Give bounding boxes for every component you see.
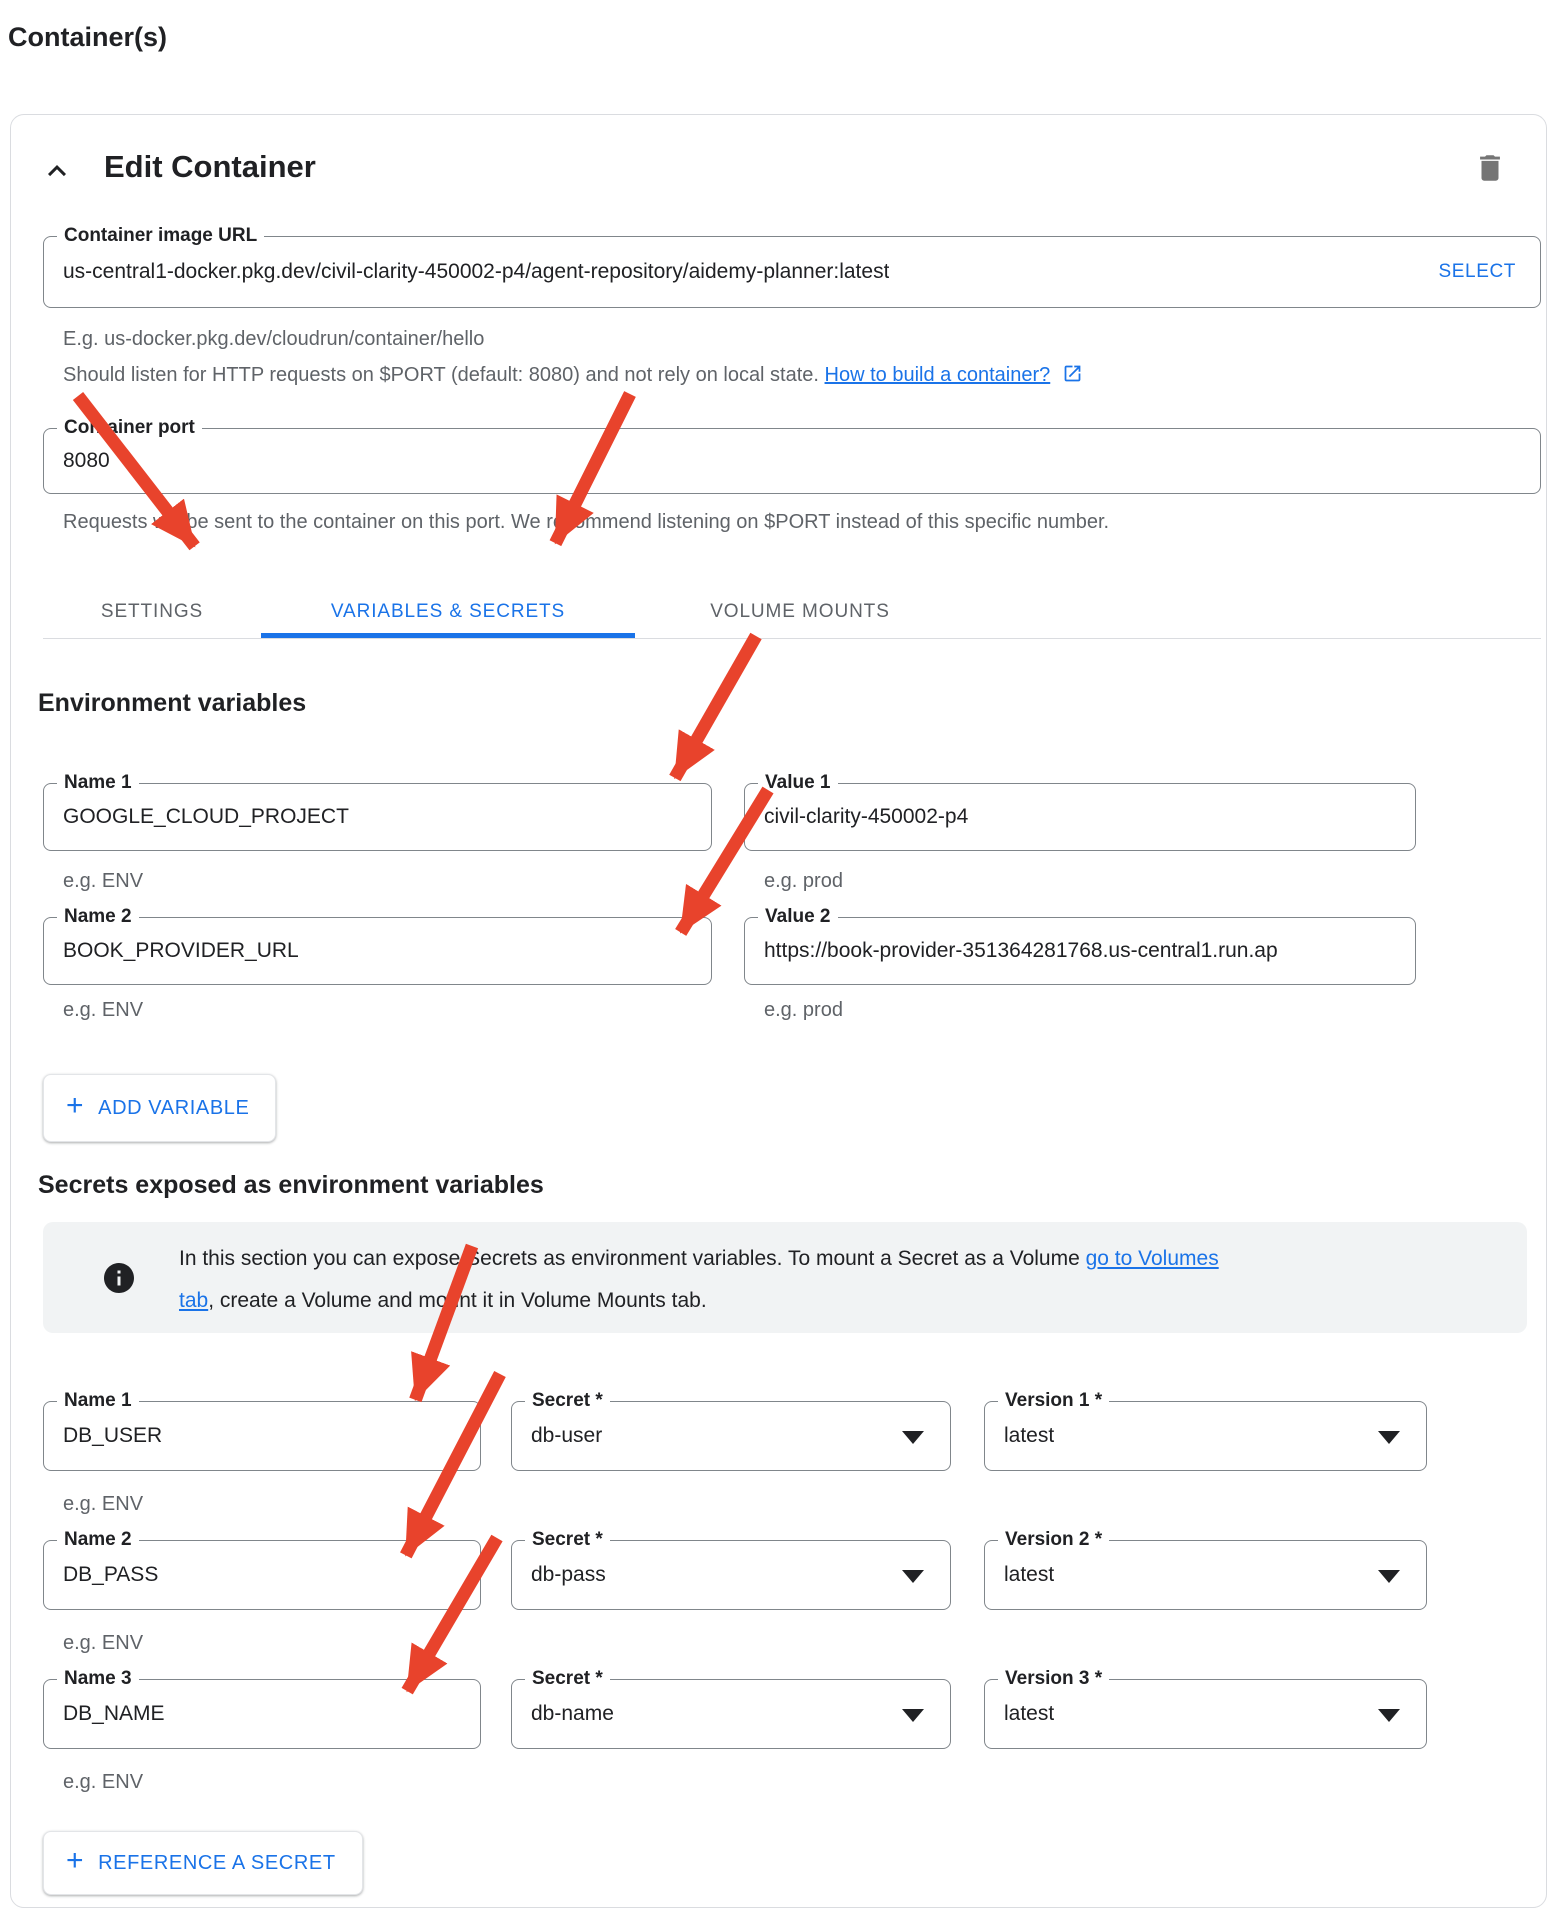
port-helper: Requests will be sent to the container on this port. We recommend listening on $PORT instead of this specific number.	[63, 511, 1110, 533]
secret-select-2-value[interactable]: db-pass	[531, 1563, 606, 1586]
secret-select-1-label: Secret *	[525, 1389, 610, 1413]
secret-name-3-helper: e.g. ENV	[63, 1771, 144, 1793]
env-value-1-field[interactable]	[744, 772, 1416, 851]
secret-select-2[interactable]	[511, 1529, 951, 1610]
collapse-chevron-icon[interactable]	[39, 153, 75, 189]
container-port-value[interactable]: 8080	[63, 449, 110, 472]
dropdown-arrow-icon	[1378, 1570, 1400, 1583]
secret-select-3-value[interactable]: db-name	[531, 1702, 614, 1725]
secret-name-2-label: Name 2	[57, 1528, 139, 1552]
reference-a-secret-button[interactable]	[43, 1831, 363, 1895]
secret-name-1-label: Name 1	[57, 1389, 139, 1413]
secret-name-1-helper: e.g. ENV	[63, 1493, 144, 1515]
env-value-1-helper: e.g. prod	[764, 870, 843, 892]
tab-settings[interactable]: SETTINGS	[100, 600, 204, 622]
env-value-1-value[interactable]: civil-clarity-450002-p4	[764, 805, 969, 828]
env-name-1-helper: e.g. ENV	[63, 870, 144, 892]
version-select-2-value[interactable]: latest	[1004, 1563, 1055, 1586]
secrets-heading: Secrets exposed as environment variables	[38, 1171, 544, 1199]
external-link-icon	[1062, 363, 1083, 384]
go-to-volumes-link-tab[interactable]: tab	[179, 1289, 209, 1312]
env-name-2-label: Name 2	[57, 905, 139, 929]
add-variable-label: ADD VARIABLE	[98, 1096, 250, 1119]
env-name-2-field[interactable]	[43, 906, 712, 985]
env-name-1-field[interactable]	[43, 772, 712, 851]
version-select-2[interactable]	[984, 1529, 1427, 1610]
secret-name-2-value[interactable]: DB_PASS	[63, 1563, 159, 1586]
page-title: Container(s)	[8, 22, 168, 52]
delete-container-icon[interactable]	[1473, 149, 1509, 189]
edit-container-panel	[10, 114, 1547, 1908]
image-url-example-helper: E.g. us-docker.pkg.dev/cloudrun/container/hello	[63, 328, 485, 350]
container-tabs	[43, 585, 965, 638]
secret-select-1[interactable]	[511, 1390, 951, 1471]
secret-select-1-value[interactable]: db-user	[531, 1424, 603, 1447]
banner-text	[179, 1238, 1219, 1322]
env-value-2-helper: e.g. prod	[764, 999, 843, 1021]
secret-name-3-label: Name 3	[57, 1667, 139, 1691]
how-to-build-link[interactable]: How to build a container?	[824, 364, 1051, 386]
image-url-port-helper	[63, 357, 1083, 393]
plus-icon: +	[66, 1844, 85, 1877]
container-image-url-label: Container image URL	[57, 224, 264, 248]
version-select-1-label: Version 1 *	[998, 1389, 1109, 1413]
env-value-2-label: Value 2	[758, 905, 838, 929]
env-name-2-value[interactable]: BOOK_PROVIDER_URL	[63, 939, 299, 962]
reference-a-secret-label: REFERENCE A SECRET	[98, 1851, 336, 1874]
container-image-url-value[interactable]: us-central1-docker.pkg.dev/civil-clarity-450002-p4/agent-repository/aidemy-planner:latest	[63, 260, 890, 283]
tabs-divider	[43, 638, 1541, 639]
env-value-2-field[interactable]	[744, 906, 1416, 985]
container-port-label: Container port	[57, 416, 202, 440]
env-name-1-label: Name 1	[57, 771, 139, 795]
secret-select-3[interactable]	[511, 1668, 951, 1749]
secret-name-3-value[interactable]: DB_NAME	[63, 1702, 165, 1725]
secret-name-2-helper: e.g. ENV	[63, 1632, 144, 1654]
helper-text: Should listen for HTTP requests on $PORT (default: 8080) and not rely on local state.	[63, 364, 825, 386]
dropdown-arrow-icon	[902, 1709, 924, 1722]
env-variables-heading: Environment variables	[38, 689, 307, 717]
version-select-2-label: Version 2 *	[998, 1528, 1109, 1552]
env-name-2-helper: e.g. ENV	[63, 999, 144, 1021]
dropdown-arrow-icon	[1378, 1709, 1400, 1722]
banner-text-2: , create a Volume and mount it in Volume Mounts tab.	[208, 1289, 707, 1312]
version-select-3[interactable]	[984, 1668, 1427, 1749]
env-value-2-value[interactable]: https://book-provider-351364281768.us-central1.run.ap	[764, 939, 1278, 962]
add-variable-button[interactable]	[43, 1074, 276, 1142]
secret-name-1-value[interactable]: DB_USER	[63, 1424, 163, 1447]
secrets-info-banner	[43, 1222, 1527, 1333]
banner-text-1: In this section you can expose Secrets as environment variables. To mount a Secret as a Volume	[179, 1247, 1086, 1270]
version-select-1[interactable]	[984, 1390, 1427, 1471]
go-to-volumes-link[interactable]: go to Volumes	[1085, 1247, 1219, 1270]
select-image-button[interactable]: SELECT	[1438, 261, 1516, 282]
panel-title: Edit Container	[104, 149, 316, 184]
version-select-3-label: Version 3 *	[998, 1667, 1109, 1691]
container-port-field[interactable]	[43, 417, 1541, 494]
dropdown-arrow-icon	[902, 1570, 924, 1583]
secret-select-3-label: Secret *	[525, 1667, 610, 1691]
version-select-1-value[interactable]: latest	[1004, 1424, 1055, 1447]
dropdown-arrow-icon	[1378, 1431, 1400, 1444]
secret-name-2-field[interactable]	[43, 1529, 481, 1610]
dropdown-arrow-icon	[902, 1431, 924, 1444]
env-value-1-label: Value 1	[758, 771, 838, 795]
container-image-url-field[interactable]	[43, 225, 1541, 308]
secret-name-3-field[interactable]	[43, 1668, 481, 1749]
tab-volume-mounts[interactable]: VOLUME MOUNTS	[710, 600, 890, 622]
env-name-1-value[interactable]: GOOGLE_CLOUD_PROJECT	[63, 805, 349, 828]
info-icon	[101, 1260, 137, 1296]
plus-icon: +	[66, 1089, 85, 1122]
secret-name-1-field[interactable]	[43, 1390, 481, 1471]
version-select-3-value[interactable]: latest	[1004, 1702, 1055, 1725]
secret-select-2-label: Secret *	[525, 1528, 610, 1552]
tab-variables-secrets[interactable]: VARIABLES & SECRETS	[330, 600, 566, 622]
